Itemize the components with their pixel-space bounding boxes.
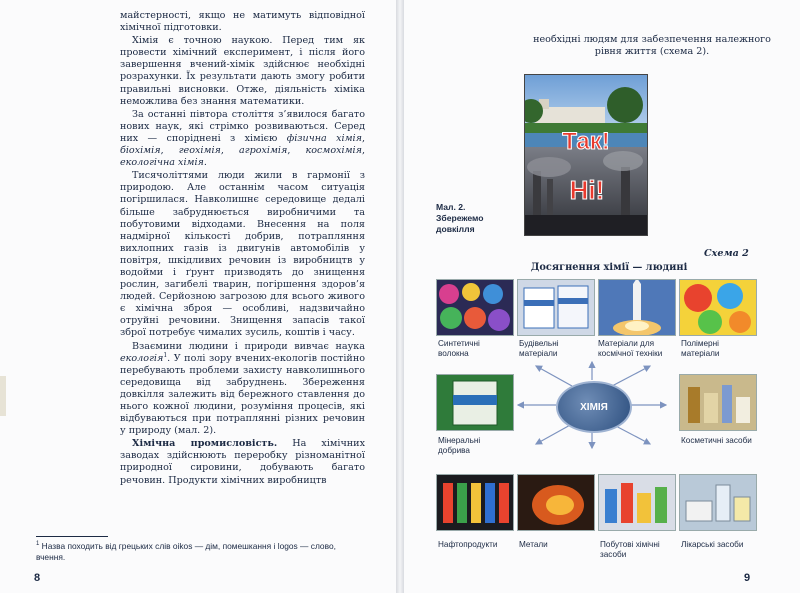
environment-photo — [524, 74, 648, 236]
tile-label-metals: Метали — [519, 540, 548, 549]
schema-title: Досягнення хімії — людині — [530, 262, 688, 273]
right-page — [404, 0, 800, 593]
term-biochemistry: біохімія — [120, 145, 161, 157]
tile-mineral-fertilizers — [436, 374, 514, 431]
left-page — [0, 0, 396, 593]
tile-metals — [517, 474, 595, 531]
term-physical-chemistry: фізична хімія — [286, 132, 362, 144]
book-gutter — [396, 0, 404, 593]
term-geochemistry: геохімія — [178, 145, 221, 157]
tile-label-polymer-materials: Полімерні матеріали — [681, 339, 720, 358]
tile-label-household-chemicals: Побутові хімічні засоби — [600, 540, 660, 559]
tile-synthetic-fibers — [436, 279, 514, 336]
tile-household-chemicals — [598, 474, 676, 531]
tile-label-cosmetics: Косметичні засоби — [681, 436, 752, 445]
photo-text-bottom: Ні! — [569, 175, 605, 205]
photo-text-top: Так! — [562, 128, 610, 155]
paragraph-ecology: Взаємини людини і природи вивчає наука екологія$^1$. У полі зору вчених-екологів постійно перебувають проблеми захисту навколишнього середовища від забруднень. Збереження довкілля залежить від бережного ставлення до нього кожної людини, розуміння процесів, які відбуваються при потраплянні різних речовин у природу (мал. 2). — [120, 340, 365, 437]
tile-label-mineral-fertilizers: Мінеральні добрива — [438, 436, 481, 455]
page-number-right: 9 — [744, 572, 751, 584]
tile-label-synthetic-fibers: Синтетичні волокна — [438, 339, 480, 358]
tile-label-medicines: Лікарські засоби — [681, 540, 744, 549]
footnote-divider — [36, 536, 108, 537]
figure-caption: Мал. 2. Збережемо довкілля — [436, 202, 484, 234]
margin-decoration — [0, 376, 6, 416]
tile-medicines — [679, 474, 757, 531]
term-ecology: екологія — [120, 352, 164, 364]
tile-space-materials — [598, 279, 676, 336]
tile-petroleum-products — [436, 474, 514, 531]
chemistry-hub: ХІМІЯ — [556, 381, 632, 433]
tile-cosmetics — [679, 374, 757, 431]
page-number-left: 8 — [34, 572, 41, 584]
term-agrochemistry: агрохімія — [239, 145, 288, 157]
term-ecological-chemistry: екологічна хімія — [120, 157, 204, 169]
tile-building-materials — [517, 279, 595, 336]
paragraph-environment: Тисячоліттями люди жили в гармонії з природою. Але останнім часом ситуація погіршилася. Навколишнє середовище дедалі більше забруднюється виробничими та побутовими відходами. Внесення на поля надмірної кількості добрив, потрапляння вихлопних газів із двигунів автомобілів у повітря, шкідливих речовин із виробництв у водойми і ґрунт призводять до знищення рослин, загибелі тварин, погіршення здоров’я людей. Серйозною загрозою для всього живого є хімічна зброя — особливі, надзвичайно отруйні речовини. Знищення запасів такої зброї потребує чималих зусиль, коштів і часу. — [120, 170, 365, 339]
term-cosmochemistry: космохімія — [305, 145, 362, 157]
tile-label-petroleum-products: Нафтопродукти — [438, 540, 498, 549]
left-text-column — [120, 10, 365, 487]
tile-polymer-materials — [679, 279, 757, 336]
tile-label-space-materials: Матеріали для космічної техніки — [598, 339, 663, 358]
continuation-text: необхідні людям для забезпечення належного рівня життя (схема 2). — [533, 34, 771, 58]
paragraph-continuation: майстерності, якщо не матимуть відповідної хімічної підготовки. — [120, 10, 365, 34]
schema-label: Схема 2 — [704, 248, 749, 259]
footnote: $^1$ Назва походить від грецьких слів oikos — дім, помешкання і logos — слово, вчення. — [36, 541, 336, 562]
footnote-ref[interactable]: 1 — [163, 351, 168, 359]
paragraph-new-sciences: За останні півтора століття з’явилося багато нових наук, які стрімко розвиваються. Серед них — споріднені з хімією фізична хімія, біохімія, геохімія, агрохімія, космохімія, екологічна хімія. — [120, 108, 366, 169]
tile-label-building-materials: Будівельні матеріали — [519, 339, 559, 358]
paragraph-exact-science: Хімія є точною наукою. Перед тим як провести хімічний експеримент, і після його завершення вчений-хімік здійснює необхідні розрахунки. Їх результати дають змогу робити правильні висновки. Отже, діяльність хіміка неможлива без знання математики. — [120, 35, 365, 107]
section-heading: Хімічна промисловість. — [132, 438, 278, 450]
paragraph-chemical-industry: Хімічна промисловість. На хімічних заводах здійснюють переробку різноманітної природної сировини, добувають багато речовин. Продукти хімічних виробництв — [120, 438, 365, 486]
